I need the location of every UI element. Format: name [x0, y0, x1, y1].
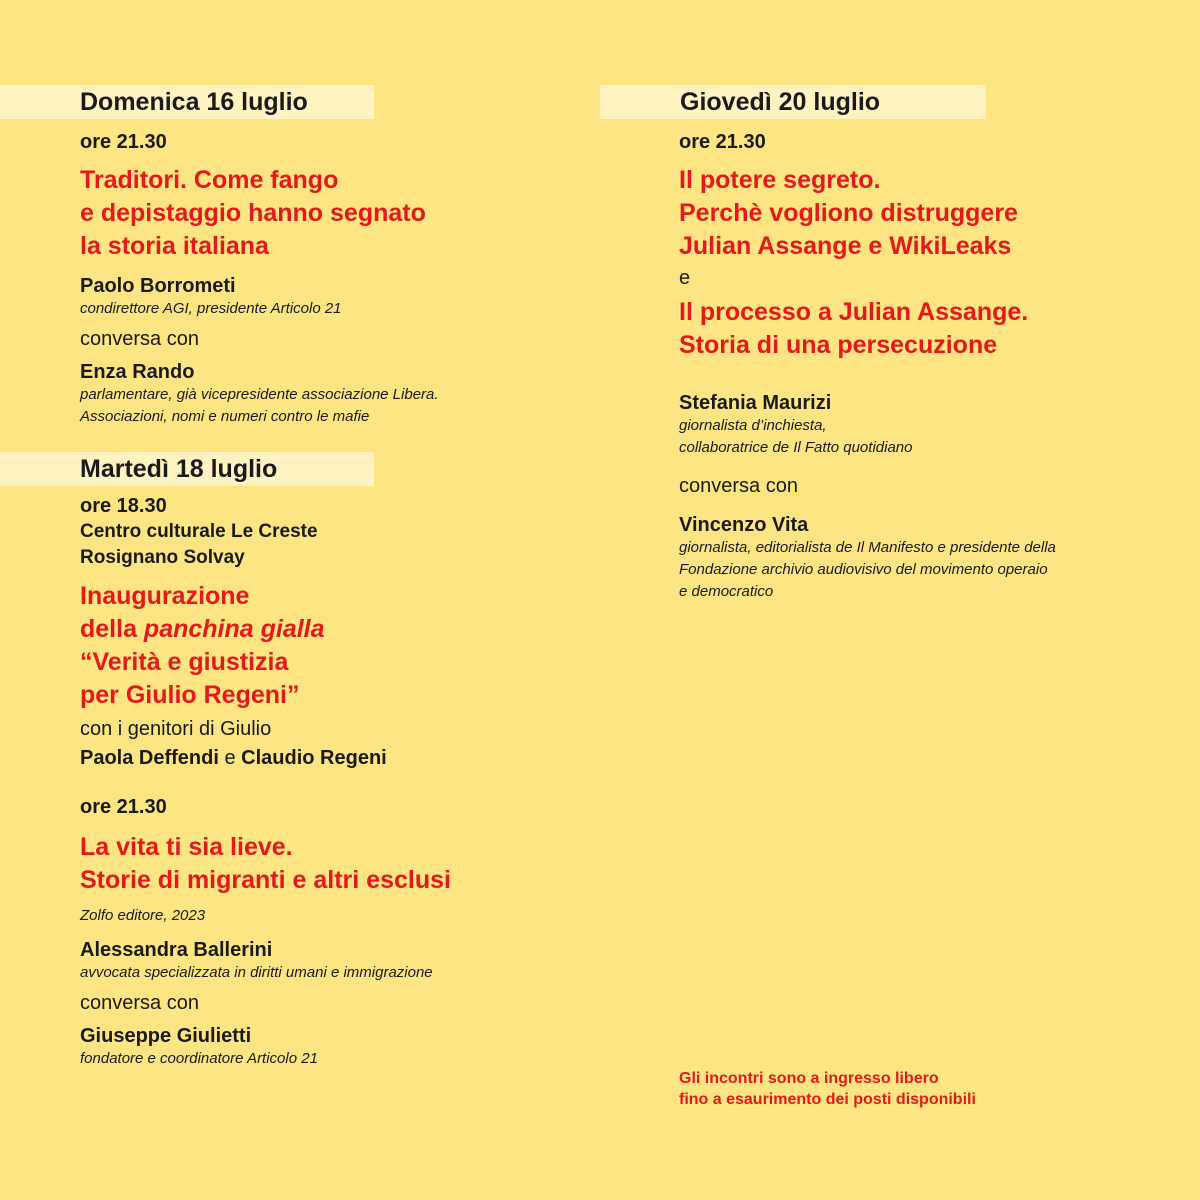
speaker-name: Alessandra Ballerini: [80, 939, 273, 961]
speaker-name: Giuseppe Giulietti: [80, 1025, 252, 1047]
event-title: La vita ti sia lieve. Storie di migranti e altri esclusi: [80, 833, 451, 894]
event-title: Il processo a Julian Assange. Storia di una persecuzione: [679, 298, 1029, 359]
date-header-18-luglio: Martedì 18 luglio: [0, 452, 374, 486]
date-header-20-luglio: Giovedì 20 luglio: [600, 85, 986, 119]
guests-names: Paola Deffendi e Claudio Regeni: [80, 747, 387, 769]
connector-text: conversa con: [679, 475, 798, 497]
right-column: [600, 85, 1160, 603]
speaker-role: condirettore AGI, presidente Articolo 21: [80, 300, 342, 317]
event-time: ore 21.30: [80, 131, 167, 153]
speaker-role: parlamentare, già vicepresidente associazione Libera. Associazioni, nomi e numeri contro le mafie: [80, 386, 439, 425]
speaker-name: Paolo Borrometi: [80, 275, 236, 297]
guests-intro: con i genitori di Giulio: [80, 718, 272, 740]
speaker-role: giornalista, editorialista de Il Manifesto e presidente della Fondazione archivio audiovisivo del movimento operaio e democratico: [679, 539, 1056, 600]
event-title: Il potere segreto. Perchè vogliono distruggere Julian Assange e WikiLeaks: [679, 166, 1018, 260]
speaker-name: Vincenzo Vita: [679, 514, 809, 536]
speaker-role: fondatore e coordinatore Articolo 21: [80, 1050, 318, 1067]
event-time: ore 21.30: [80, 796, 167, 818]
event-time: ore 21.30: [679, 131, 766, 153]
free-entry-note: Gli incontri sono a ingresso libero fino a esaurimento dei posti disponibili: [679, 1070, 976, 1108]
connector-text: conversa con: [80, 992, 199, 1014]
speaker-name: Stefania Maurizi: [679, 392, 832, 414]
connector-text: conversa con: [80, 328, 199, 350]
book-publisher: Zolfo editore, 2023: [80, 907, 206, 924]
event-time: ore 18.30: [80, 495, 167, 517]
event-title: Traditori. Come fango e depistaggio hanno segnato la storia italiana: [80, 166, 426, 260]
speaker-role: avvocata specializzata in diritti umani e immigrazione: [80, 964, 433, 981]
conjunction: e: [679, 267, 691, 289]
speaker-name: Enza Rando: [80, 361, 195, 383]
event-venue: Centro culturale Le Creste Rosignano Solvay: [80, 521, 318, 568]
left-column: [0, 85, 560, 1070]
speaker-role: giornalista d’inchiesta, collaboratrice de Il Fatto quotidiano: [679, 417, 913, 456]
event-title: Inaugurazione della panchina gialla “Verità e giustizia per Giulio Regeni”: [80, 582, 325, 709]
date-header-16-luglio: Domenica 16 luglio: [0, 85, 374, 119]
